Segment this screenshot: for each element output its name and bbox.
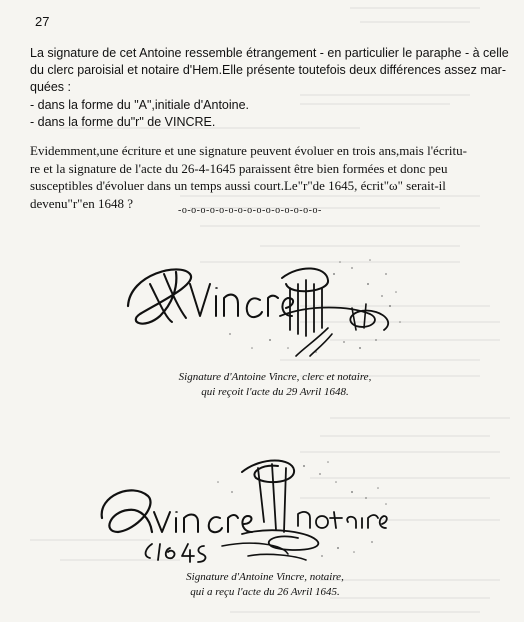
evolution-line: re et la signature de l'acte du 26-4-1645 paraissent être bien formées et donc peu (30, 160, 448, 176)
intro-paragraph (30, 45, 509, 96)
section-separator: -o-o-o-o-o-o-o-o-o-o-o-o-o-o-o- (178, 205, 322, 216)
difference-item: - dans la forme du "A",initiale d'Antoine. (30, 98, 250, 112)
caption-line: Signature d'Antoine Vincre, notaire, (186, 571, 344, 583)
differences-list (30, 97, 249, 131)
intro-line: quées : (30, 80, 72, 94)
signature-1648-image (120, 244, 410, 364)
page-number: 27 (35, 14, 50, 29)
difference-item: - dans la forme du"r" de VINCRE. (30, 115, 216, 129)
evolution-line: Evidemment,une écriture et une signature peuvent évoluer en trois ans,mais l'écritu- (30, 143, 467, 158)
intro-line: du clerc paroisial et notaire d'Hem.Elle présente toutefois deux différences assez mar- (30, 63, 507, 77)
caption-signature-1648 (150, 370, 400, 400)
caption-signature-1645 (140, 570, 390, 600)
signature-1645-image (92, 452, 392, 570)
caption-line: Signature d'Antoine Vincre, clerc et notaire, (178, 371, 372, 383)
caption-line: qui reçoit l'acte du 29 Avril 1648. (201, 386, 349, 398)
evolution-paragraph (30, 142, 485, 212)
evolution-line: susceptibles d'évoluer dans un temps aussi court.Le"r"de 1645, écrit"ω" serait-il (30, 178, 446, 193)
caption-line: qui a reçu l'acte du 26 Avril 1645. (190, 586, 340, 598)
evolution-line: devenu"r"en 1648 ? (30, 195, 134, 211)
intro-line: La signature de cet Antoine ressemble étrangement - en particulier le paraphe - à celle (30, 46, 509, 60)
